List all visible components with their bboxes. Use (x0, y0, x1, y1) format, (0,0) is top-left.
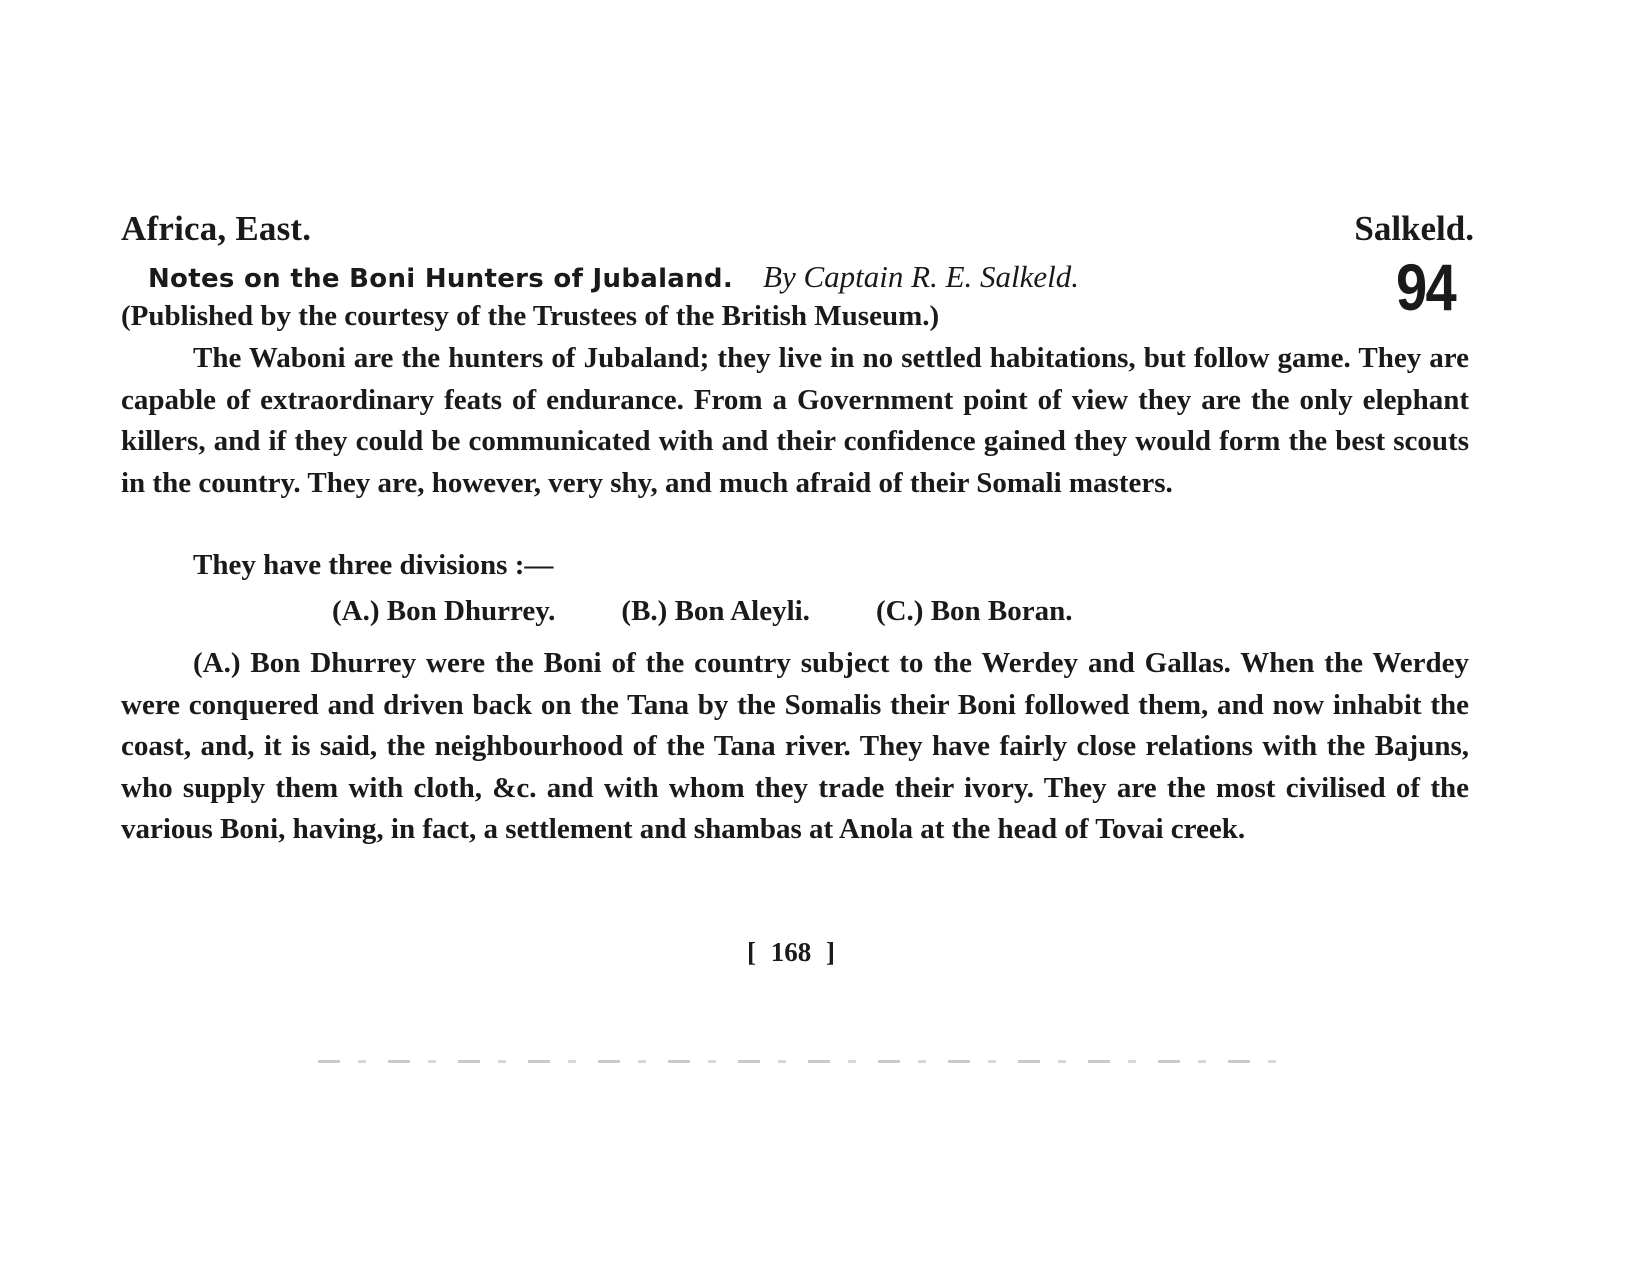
divisions-list (332, 595, 1073, 628)
division-item: (A.) Bon Dhurrey. (332, 595, 556, 627)
page-number: [ 168 ] (747, 937, 835, 967)
faded-bleed-through-line (318, 1060, 1276, 1063)
division-item: (C.) Bon Boran. (875, 595, 1073, 627)
article-title-row (148, 259, 1348, 295)
article-author: By Captain R. E. Salkeld. (763, 259, 1079, 294)
article-title: Notes on the Boni Hunters of Jubaland. (148, 264, 734, 294)
paragraph-divisions-intro: They have three divisions :— (193, 549, 554, 581)
author-heading: Salkeld. (1354, 209, 1474, 248)
paragraph-bon-dhurrey: (A.) Bon Dhurrey were the Boni of the country subject to the Werdey and Gallas. When the Werdey were conquered and driven back on the Tana by the Somalis their Boni followed them, and now inhabit the coast, and, it is said, the neighbourhood of the Tana river. They have fairly close relations with the Bajuns, who supply them with cloth, &c. and with whom they trade their ivory. They are the most civilised of the various Boni, having, in fact, a settlement and shambas at Anola at the head of Tovai creek. (121, 647, 1469, 845)
paragraph-intro: The Waboni are the hunters of Jubaland; they live in no settled habitations, but follow game. They are capable of extraordinary feats of endurance. From a Government point of view they are the only elephant killers, and if they could be communicated with and their confidence gained they would form the best scouts in the country. They are, however, very shy, and much afraid of their Somali masters. (121, 342, 1469, 499)
region-heading: Africa, East. (121, 209, 312, 248)
publication-credit: (Published by the courtesy of the Trustees of the British Museum.) (121, 300, 940, 332)
article-number: 94 (1396, 250, 1456, 324)
division-item: (B.) Bon Aleyli. (621, 595, 810, 627)
